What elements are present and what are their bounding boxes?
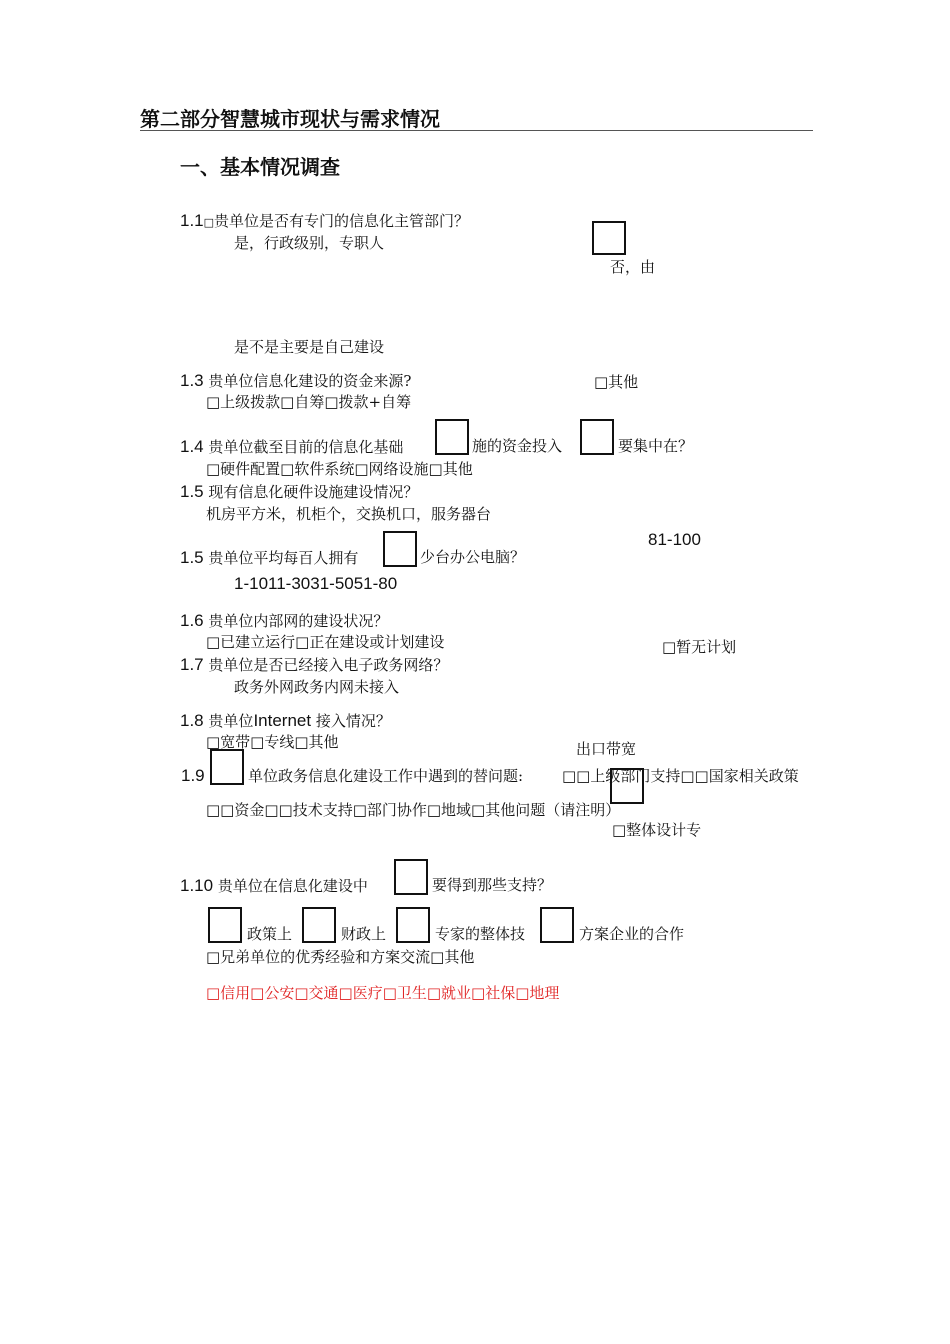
- question-1-1: [180, 211, 469, 231]
- answer-box[interactable]: [435, 419, 469, 455]
- question-text-en: Internet: [253, 711, 312, 730]
- question-text: 接入情况？: [315, 712, 391, 730]
- question-1-8: [180, 711, 391, 731]
- question-1-5-hardware: [180, 482, 418, 502]
- support-option-policy[interactable]: 政策上: [247, 925, 293, 943]
- answer-box[interactable]: [610, 768, 644, 804]
- question-number: 1.7: [180, 655, 204, 674]
- option-self-build: 是不是主要是自己建设: [234, 338, 385, 356]
- problem-options-b[interactable]: □□资金□□技术支持□部门协作□地域□其他问题（请注明）: [206, 801, 621, 819]
- question-1-6: [180, 611, 388, 631]
- question-1-10: [180, 876, 368, 896]
- bandwidth-label: 出口带宽: [576, 740, 637, 758]
- question-number: 1.3: [180, 371, 204, 390]
- computer-ranges[interactable]: 1-1011-3031-5051-80: [234, 574, 398, 593]
- question-number: 1.8: [180, 711, 204, 730]
- domain-options[interactable]: □信用□公安□交通□医疗□卫生□就业□社保□地理: [206, 984, 560, 1002]
- question-text: 贵单位: [208, 712, 254, 730]
- problem-option-design[interactable]: □整体设计专: [612, 821, 702, 839]
- hardware-detail: 机房平方米，机柜个，交换机口，服务器台: [206, 505, 492, 523]
- question-text: 贵单位内部网的建设状况？: [208, 612, 389, 630]
- support-option-expert[interactable]: 专家的整体技: [435, 925, 526, 943]
- question-number: 1.5: [180, 482, 204, 501]
- answer-box[interactable]: [540, 907, 574, 943]
- range-81-100[interactable]: 81-100: [648, 530, 701, 549]
- problem-options-a[interactable]: □□上级部门支持□□国家相关政策: [562, 767, 799, 785]
- question-text: 贵单位是否有专门的信息化主管部门？: [214, 212, 470, 230]
- question-text-cont: 要集中在？: [618, 437, 694, 455]
- question-number-1-9: 1.9: [181, 766, 205, 785]
- question-text-cont: 要得到那些支持？: [432, 876, 553, 894]
- section-title: 一、基本情况调查: [180, 157, 340, 179]
- question-text-cont: 施的资金投入: [472, 437, 563, 455]
- answer-box[interactable]: [208, 907, 242, 943]
- egov-options[interactable]: 政务外网政务内网未接入: [234, 678, 400, 696]
- question-text: 贵单位在信息化建设中: [217, 877, 368, 895]
- question-1-3: [180, 371, 411, 391]
- question-1-4: [180, 437, 403, 457]
- checkbox-mark: □: [203, 216, 215, 229]
- question-number: 1.5: [180, 548, 204, 567]
- option-yes-admin: 是，行政级别，专职人: [234, 234, 385, 252]
- question-text-cont: 少台办公电脑？: [420, 548, 526, 566]
- answer-box[interactable]: [396, 907, 430, 943]
- question-text: 贵单位截至目前的信息化基础: [208, 438, 404, 456]
- question-text: 贵单位平均每百人拥有: [208, 549, 359, 567]
- question-1-5-computers: [180, 548, 358, 568]
- title-underline: [140, 130, 813, 131]
- answer-box[interactable]: [302, 907, 336, 943]
- support-option-finance[interactable]: 财政上: [341, 925, 387, 943]
- internet-options[interactable]: □宽带□专线□其他: [206, 733, 339, 751]
- support-option-vendor[interactable]: 方案企业的合作: [579, 925, 685, 943]
- question-text: 现有信息化硬件设施建设情况？: [208, 483, 419, 501]
- option-other[interactable]: □其他: [594, 373, 639, 391]
- question-1-9-text: 单位政务信息化建设工作中遇到的替问题:: [248, 767, 524, 785]
- question-number: 1.10: [180, 876, 214, 895]
- question-text: 贵单位是否已经接入电子政务网络？: [208, 656, 449, 674]
- option-no-plan[interactable]: □暂无计划: [662, 638, 737, 656]
- question-text: 贵单位信息化建设的资金来源?: [208, 372, 412, 390]
- page-title: 第二部分智慧城市现状与需求情况: [140, 109, 440, 131]
- answer-box[interactable]: [383, 531, 417, 567]
- question-number: 1.4: [180, 437, 204, 456]
- answer-box[interactable]: [592, 221, 626, 255]
- intranet-options[interactable]: □已建立运行□正在建设或计划建设: [206, 633, 445, 651]
- support-options-line2[interactable]: □兄弟单位的优秀经验和方案交流□其他: [206, 948, 475, 966]
- answer-box[interactable]: [580, 419, 614, 455]
- funding-options[interactable]: □上级拨款□自筹□拨款+自筹: [206, 393, 412, 411]
- question-1-7: [180, 655, 448, 675]
- option-no-fragment: 否，由: [610, 258, 656, 276]
- question-number: 1.6: [180, 611, 204, 630]
- answer-box[interactable]: [210, 749, 244, 785]
- answer-box[interactable]: [394, 859, 428, 895]
- question-number: 1.1: [180, 211, 204, 230]
- investment-options[interactable]: □硬件配置□软件系统□网络设施□其他: [206, 460, 473, 478]
